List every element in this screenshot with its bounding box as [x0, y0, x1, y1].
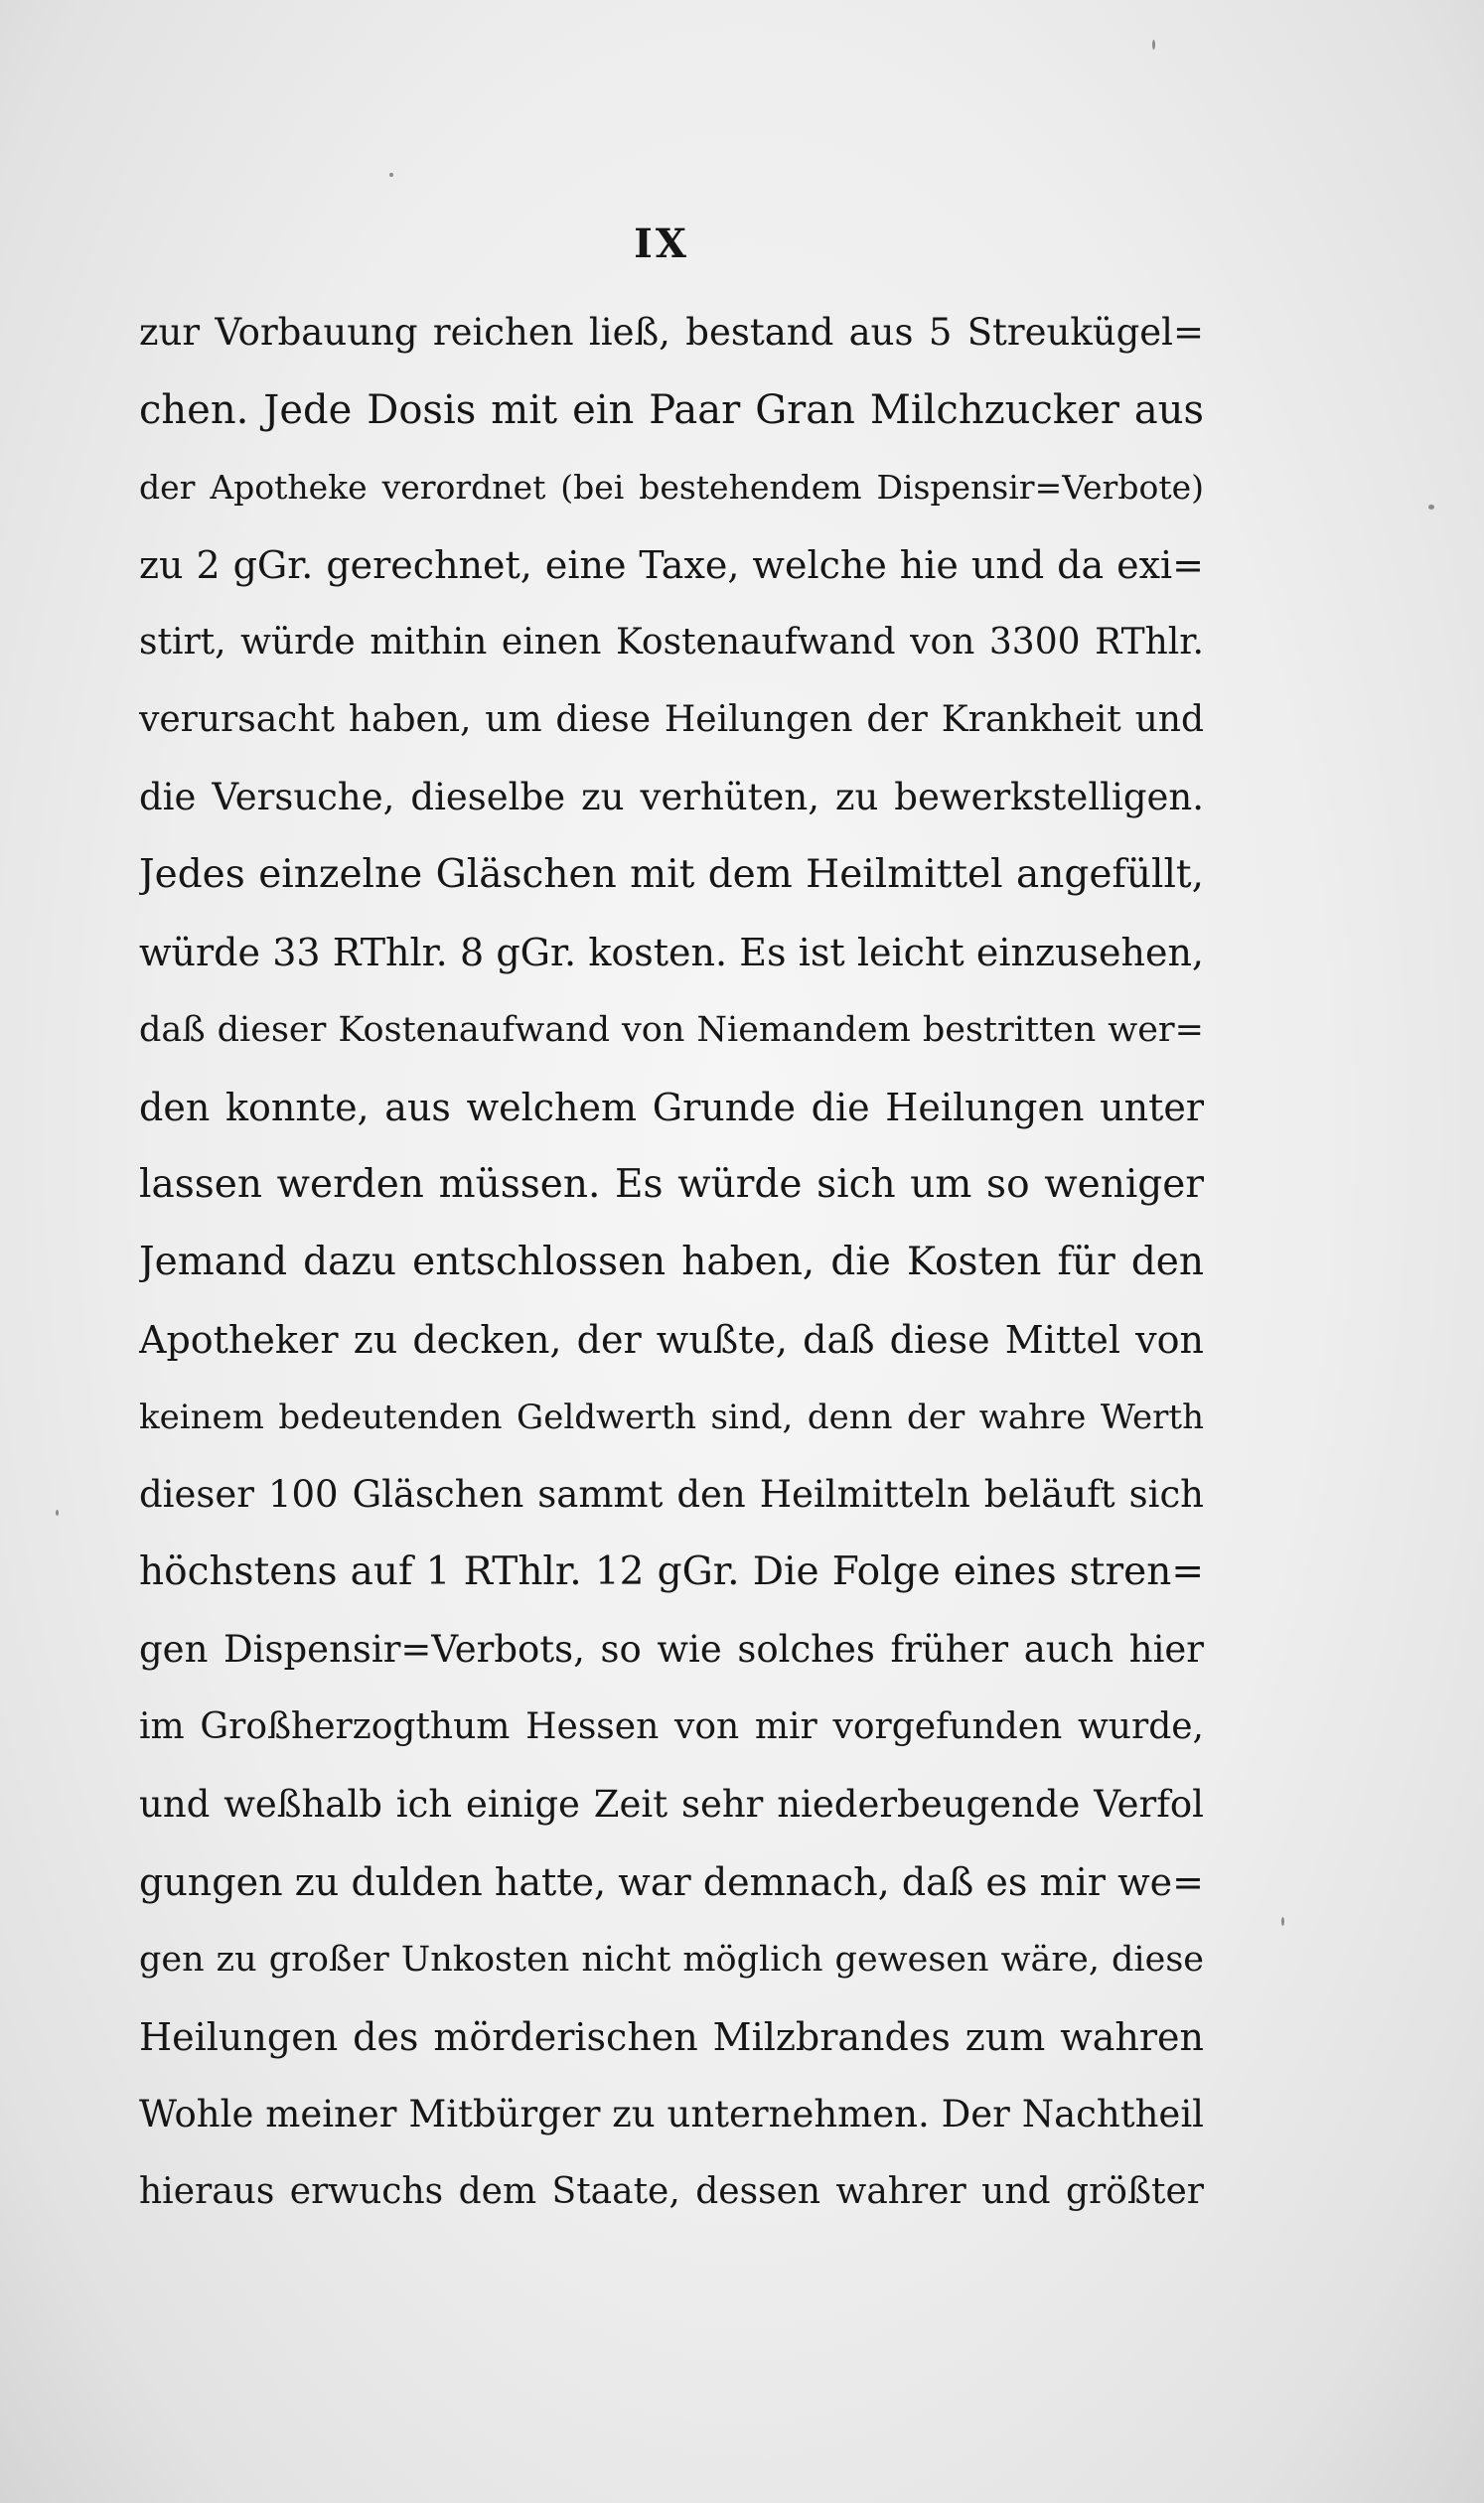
text-line: chen. Jede Dosis mit ein Paar Gran Milchzucker aus [139, 387, 1204, 433]
text-line: Jemand dazu entschlossen haben, die Kosten für den [139, 1240, 1204, 1284]
text-line: Wohle meiner Mitbürger zu unternehmen. Der Nachtheil [139, 2093, 1204, 2135]
text-line: stirt, würde mithin einen Kostenaufwand von 3300 RThlr. [139, 622, 1204, 663]
paper-speck [56, 1510, 59, 1516]
text-line: Heilungen des mörderischen Milzbrandes zum wahren [139, 2015, 1204, 2059]
text-line: gen zu großer Unkosten nicht möglich gewesen wäre, diese [139, 1940, 1204, 1980]
text-line: lassen werden müssen. Es würde sich um so weniger [139, 1162, 1204, 1207]
body-text [139, 294, 1204, 2231]
text-line: und weßhalb ich einige Zeit sehr niederbeugende Verfol [139, 1783, 1204, 1826]
text-line: zur Vorbauung reichen ließ, bestand aus 5 Streukügel= [139, 311, 1204, 354]
text-line: der Apotheke verordnet (bei bestehendem Dispensir=Verbote) [139, 468, 1204, 507]
paper-speck [1152, 40, 1155, 50]
paper-speck [1281, 1917, 1284, 1926]
text-line: im Großherzogthum Hessen von mir vorgefunden wurde, [139, 1706, 1204, 1747]
text-line: den konnte, aus welchem Grunde die Heilungen unter [139, 1086, 1204, 1129]
page-number: IX [634, 221, 689, 267]
text-line: verursacht haben, um diese Heilungen der Krankheit und [139, 699, 1204, 740]
paper-speck [1428, 505, 1434, 510]
text-line: würde 33 RThlr. 8 gGr. kosten. Es ist leicht einzusehen, [139, 931, 1204, 974]
text-line: daß dieser Kostenaufwand von Niemandem bestritten wer= [139, 1010, 1204, 1050]
text-line: Apotheker zu decken, der wußte, daß diese Mittel von [139, 1318, 1204, 1362]
text-line: gungen zu dulden hatte, war demnach, daß es mir we= [139, 1860, 1204, 1904]
text-line: höchstens auf 1 RThlr. 12 gGr. Die Folge eines stren= [139, 1549, 1204, 1594]
text-line: die Versuche, dieselbe zu verhüten, zu bewerkstelligen. [139, 776, 1204, 818]
text-line: gen Dispensir=Verbots, so wie solches früher auch hier [139, 1628, 1204, 1671]
text-line: hieraus erwuchs dem Staate, dessen wahrer und größter [139, 2171, 1204, 2212]
text-line: zu 2 gGr. gerechnet, eine Taxe, welche hie und da exi= [139, 543, 1204, 587]
text-line: Jedes einzelne Gläschen mit dem Heilmittel angefüllt, [139, 852, 1204, 897]
text-line: dieser 100 Gläschen sammt den Heilmitteln beläuft sich [139, 1473, 1204, 1516]
text-line: keinem bedeutenden Geldwerth sind, denn der wahre Werth [139, 1398, 1204, 1437]
paper-speck [389, 173, 393, 177]
